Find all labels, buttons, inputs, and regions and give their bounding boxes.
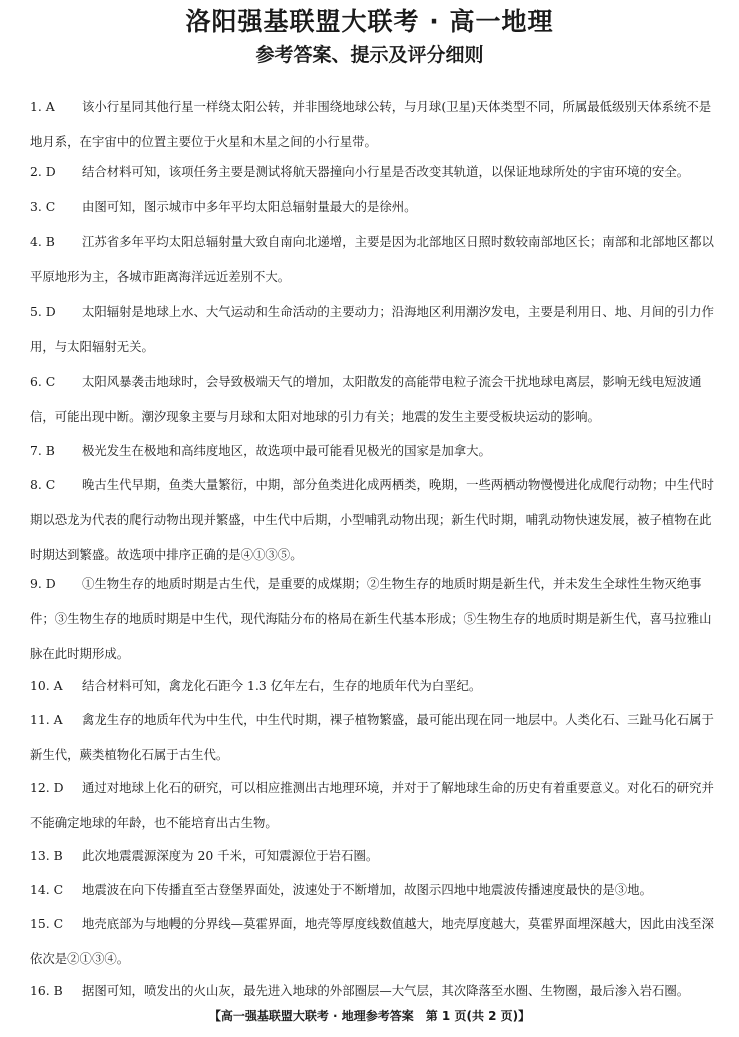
answer-item-5 <box>30 294 716 364</box>
answer-explanation: 结合材料可知，该项任务主要是测试将航天器撞向小行星是否改变其轨道，以保证地球所处的宇宙环境的安全。 <box>82 164 690 179</box>
answer-item-13 <box>30 838 716 873</box>
answer-number: 6. C <box>30 374 56 389</box>
answer-explanation: 江苏省多年平均太阳总辐射量大致自南向北递增，主要是因为北部地区日照时数较南部地区长；南部和北部地区都以平原地形为主，各城市距离海洋远近差别不大。 <box>30 234 714 284</box>
page-subtitle: 参考答案、提示及评分细则 <box>255 44 484 66</box>
answer-number: 5. D <box>30 304 56 319</box>
answer-explanation: 太阳风暴袭击地球时，会导致极端天气的增加，太阳散发的高能带电粒子流会干扰地球电离层，影响无线电短波通信，可能出现中断。潮汐现象主要与月球和太阳对地球的引力有关；地震的发生主要受板块运动的影响。 <box>30 374 702 424</box>
answer-item-1 <box>30 89 716 159</box>
answer-item-16 <box>30 973 716 1008</box>
answer-explanation: ①生物生存的地质时期是古生代，是重要的成煤期；②生物生存的地质时期是新生代，并未发生全球性生物灭绝事件；③生物生存的地质时期是中生代，现代海陆分布的格局在新生代基本形成；⑤生物生存的地质时期是新生代，喜马拉雅山脉在此时期形成。 <box>30 576 712 661</box>
answer-number: 3. C <box>30 199 56 214</box>
answer-explanation: 由图可知，图示城市中多年平均太阳总辐射量最大的是徐州。 <box>82 199 417 214</box>
answer-explanation: 据图可知，喷发出的火山灰，最先进入地球的外部圈层—大气层，其次降落至水圈、生物圈，最后渗入岩石圈。 <box>82 983 690 998</box>
answer-explanation: 地壳底部为与地幔的分界线—莫霍界面，地壳等厚度线数值越大，地壳厚度越大，莫霍界面埋深越大，因此由浅至深依次是②①③④。 <box>30 916 714 966</box>
answer-item-14 <box>30 872 716 907</box>
answer-number: 16. B <box>30 983 63 998</box>
answer-item-8 <box>30 467 716 572</box>
answer-item-11 <box>30 702 716 772</box>
page-title: 洛阳强基联盟大联考 · 高一地理 <box>185 7 554 36</box>
answer-explanation: 通过对地球上化石的研究，可以相应推测出古地理环境，并对于了解地球生命的历史有着重要意义。对化石的研究并不能确定地球的年龄，也不能培育出古生物。 <box>30 780 714 830</box>
answer-item-7 <box>30 433 716 468</box>
page-footer: 【高一强基联盟大联考 · 地理参考答案 第 1 页(共 2 页)】 <box>208 1009 531 1023</box>
answer-item-15 <box>30 906 716 976</box>
answer-item-9 <box>30 566 716 671</box>
answer-number: 10. A <box>30 678 63 693</box>
answer-explanation: 晚古生代早期，鱼类大量繁衍，中期，部分鱼类进化成两栖类，晚期，一些两栖动物慢慢进化成爬行动物；中生代时期以恐龙为代表的爬行动物出现并繁盛，中生代中后期，小型哺乳动物出现；新生代时期，哺乳动物快速发展，被子植物在此时期达到繁盛。故选项中排序正确的是④①③⑤。 <box>30 477 714 562</box>
answer-item-12 <box>30 770 716 840</box>
answer-explanation: 极光发生在极地和高纬度地区，故选项中最可能看见极光的国家是加拿大。 <box>82 443 491 458</box>
answer-explanation: 地震波在向下传播直至古登堡界面处，波速处于不断增加，故图示四地中地震波传播速度最快的是③地。 <box>82 882 652 897</box>
answer-number: 2. D <box>30 164 56 179</box>
answer-explanation: 太阳辐射是地球上水、大气运动和生命活动的主要动力；沿海地区利用潮汐发电，主要是利用日、地、月间的引力作用，与太阳辐射无关。 <box>30 304 714 354</box>
answer-number: 13. B <box>30 848 63 863</box>
answer-item-6 <box>30 364 716 434</box>
answer-item-4 <box>30 224 716 294</box>
answer-explanation: 该小行星同其他行星一样绕太阳公转，并非围绕地球公转，与月球(卫星)天体类型不同，所属最低级别天体系统不是地月系，在宇宙中的位置主要位于火星和木星之间的小行星带。 <box>30 99 712 149</box>
answer-number: 7. B <box>30 443 55 458</box>
answer-explanation: 禽龙生存的地质年代为中生代，中生代时期，裸子植物繁盛，最可能出现在同一地层中。人类化石、三趾马化石属于新生代，蕨类植物化石属于古生代。 <box>30 712 714 762</box>
answer-explanation: 结合材料可知，禽龙化石距今 1.3 亿年左右，生存的地质年代为白垩纪。 <box>82 678 482 693</box>
answer-item-10 <box>30 668 716 703</box>
answer-explanation: 此次地震震源深度为 20 千米，可知震源位于岩石圈。 <box>82 848 379 863</box>
answer-number: 9. D <box>30 576 56 591</box>
answer-item-3 <box>30 189 716 224</box>
answer-item-2 <box>30 154 716 189</box>
answer-number: 15. C <box>30 916 64 931</box>
answer-number: 1. A <box>30 99 55 114</box>
answer-number: 8. C <box>30 477 56 492</box>
answer-number: 4. B <box>30 234 55 249</box>
answer-number: 11. A <box>30 712 63 727</box>
answer-number: 14. C <box>30 882 64 897</box>
answer-number: 12. D <box>30 780 64 795</box>
